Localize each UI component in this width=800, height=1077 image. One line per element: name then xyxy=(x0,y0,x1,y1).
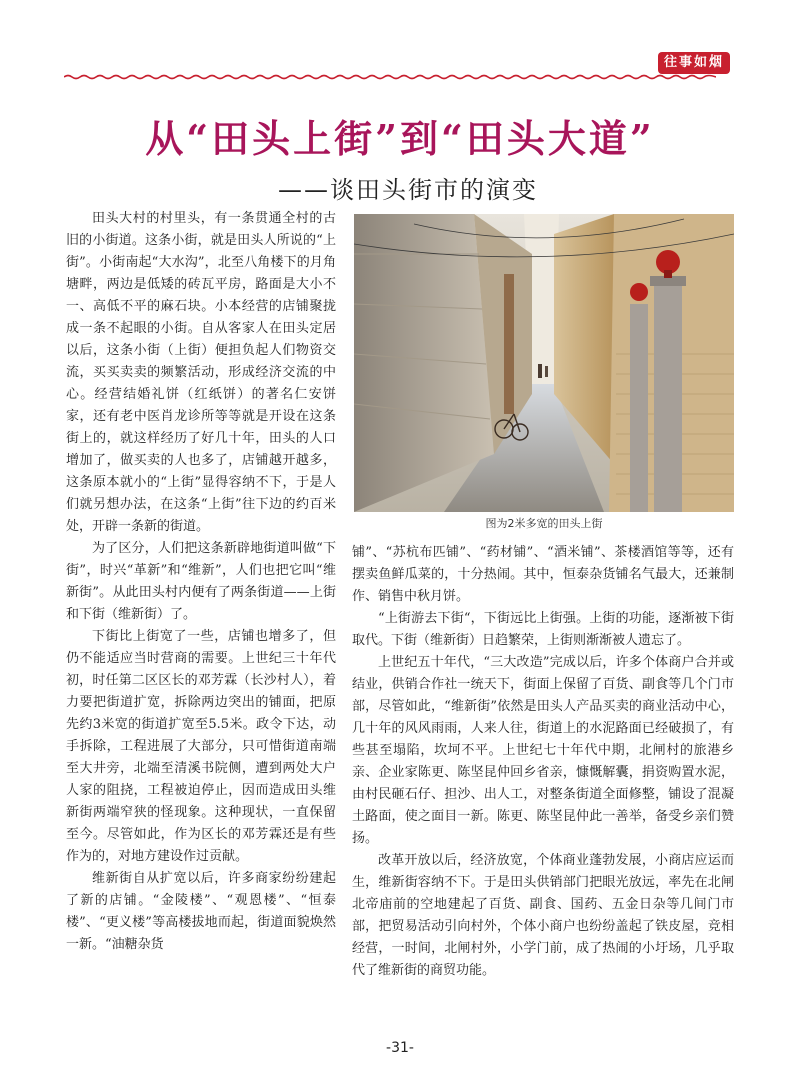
section-tag: 往事如烟 xyxy=(658,52,730,74)
page-number: -31- xyxy=(386,1040,414,1056)
paragraph: 田头大村的村里头，有一条贯通全村的古旧的小街道。这条小街，就是田头人所说的“上街”。小街南起“大水沟”，北至八角楼下的月角塘畔，两边是低矮的砖瓦平房，路面是大小不一、高低不平的麻石块。小本经营的店铺聚拢成一条不起眼的小街。自从客家人在田头定居以后，这条小街（上街）便担负起人们物资交流，买买卖卖的频繁活动，形成经济交流的中心。经营结婚礼饼（红纸饼）的著名仁安饼家，还有老中医肖龙诊所等等就是开设在这条街上的，就这样经历了好几十年，田头的人口增加了，做买卖的人也多了，店铺越开越多，这条原本就小的“上街”显得容纳不下，于是人们就另想办法，在这条“上街”往下边的约百米处，开辟一条新的街道。 xyxy=(66,211,336,534)
alley-street-photo xyxy=(354,214,734,512)
paragraph: 下街比上街宽了一些，店铺也增多了，但仍不能适应当时营商的需要。上世纪三十年代初，时任第二区区长的邓芳霖（长沙村人），着力要把街道扩宽，拆除两边突出的铺面，把原先约3米宽的街道扩宽至5.5米。政令下达，动手拆除，工程进展了大部分，只可惜街道南端至大井旁，北端至清溪书院侧，遭到两处大户人家的阻挠，工程被迫停止，因而造成田头维新街两端窄狭的怪现象。这种现状，一直保留至今。尽管如此，作为区长的邓芳霖还是有些作为的，对地方建设作过贡献。 xyxy=(66,629,336,864)
paragraph: 改革开放以后，经济放宽，个体商业蓬勃发展，小商店应运而生，维新街容纳不下。于是田头供销部门把眼光放远，率先在北闸北帝庙前的空地建起了百货、副食、国药、五金日杂等几间门市部，把贸易活动引向村外，个体小商户也纷纷盖起了铁皮屋，竞相经营，一时间，北闸村外，小学门前，成了热闹的小圩场，几乎取代了维新街的商贸功能。 xyxy=(352,853,734,978)
header-wave-divider xyxy=(64,74,716,80)
left-column xyxy=(66,208,336,1008)
paragraph: “上街游去下街“，下街远比上街强。上街的功能，逐渐被下街取代。下街（维新街）日趋繁荣，上街则渐渐被人遗忘了。 xyxy=(352,611,734,648)
article-subtitle: ——谈田头街市的演变 xyxy=(278,176,538,204)
paragraph: 铺”、“苏杭布匹铺”、“药材铺”、“酒米铺”、茶楼酒馆等等，还有摆卖鱼鲜瓜菜的，十分热闹。其中，恒泰杂货铺名气最大，还兼制作、销售中秋月饼。 xyxy=(352,545,734,604)
photo-caption: 图为2米多宽的田头上街 xyxy=(485,517,603,530)
paragraph: 为了区分，人们把这条新辟地街道叫做“下街”，时兴“革新”和“维新”，人们也把它叫“维新街”。从此田头村内便有了两条街道——上街和下街（维新街）了。 xyxy=(66,541,336,622)
paragraph: 上世纪五十年代，“三大改造”完成以后，许多个体商户合并或结业，供销合作社一统天下，街面上保留了百货、副食等几个门市部，尽管如此，“维新街”依然是田头人产品买卖的商业活动中心，几十年的风风雨雨，人来人往，街道上的水泥路面已经破损了，有些甚至塌陷，坎坷不平。上世纪七十年代中期，北闸村的旅港乡亲、企业家陈更、陈坚昆仲回乡省亲，慷慨解囊，捐资购置水泥，由村民砸石仔、担沙、出人工，对整条街道全面修整，铺设了混凝土路面，使之面目一新。陈更、陈坚昆仲此一善举，备受乡亲们赞扬。 xyxy=(352,655,734,846)
article-title: 从“田头上街”到“田头大道” xyxy=(145,116,655,161)
right-column xyxy=(352,542,734,982)
paragraph: 维新街自从扩宽以后，许多商家纷纷建起了新的店铺。“金陵楼”、“观恩楼”、“恒泰楼”、“更义楼”等高楼拔地而起，街道面貌焕然一新。“油糖杂货 xyxy=(66,871,336,952)
